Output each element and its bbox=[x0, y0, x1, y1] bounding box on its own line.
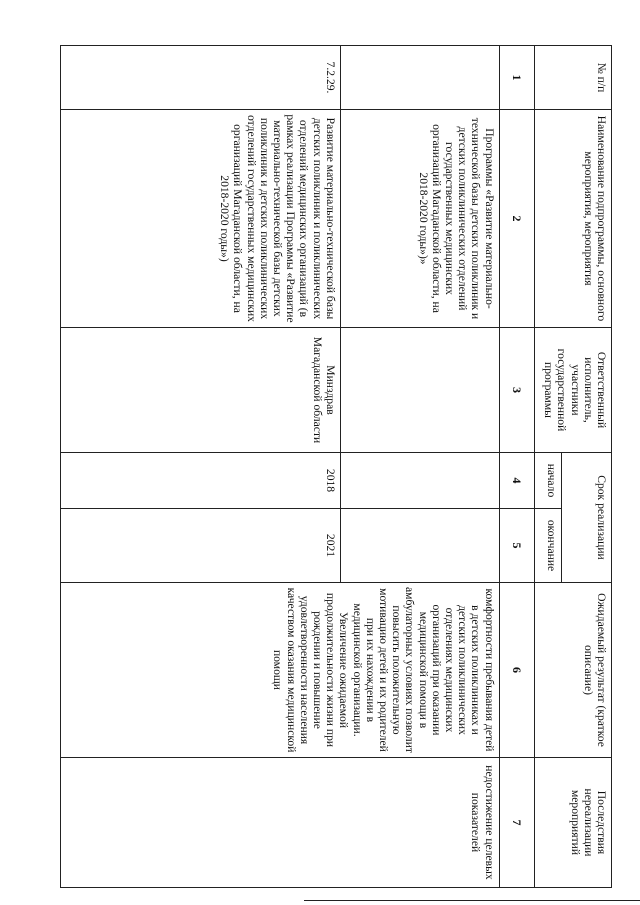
row-consequences: недостижение целевых показателей bbox=[61, 758, 500, 888]
header-end: окончание bbox=[534, 509, 562, 583]
row-executor: Минздрав Магаданской области bbox=[61, 328, 341, 453]
column-number: 6 bbox=[499, 583, 534, 758]
row-name: Программы «Развитие материально-технической базы детских поликлиник и детских поликлинических отделений государственных медицинских организаций Магаданской области, на 2018-2020 годы»)» bbox=[340, 110, 499, 328]
table-row bbox=[340, 46, 499, 888]
column-number: 1 bbox=[499, 46, 534, 110]
row-executor bbox=[340, 328, 499, 453]
header-number: № п/п bbox=[534, 46, 611, 110]
column-number: 4 bbox=[499, 453, 534, 509]
row-result: комфортности пребывания детей в детских поликлиниках и детских поликлинических отделениях медицинских организаций при оказании медицинской помощи в амбулаторных условиях позволит повысить положительную мотивацию детей и их родителей при их нахождении в медицинской организации. Увеличение ожидаемой продолжительности жизни при рождении и повышение удовлетворенности населения качеством оказания медицинской помощи bbox=[61, 583, 500, 758]
column-number: 5 bbox=[499, 509, 534, 583]
row-start: 2018 bbox=[61, 453, 341, 509]
header-consequences: Последствия нереализации мероприятий bbox=[534, 758, 611, 888]
footer-rule bbox=[304, 900, 640, 901]
row-end: 2021 bbox=[61, 509, 341, 583]
row-start bbox=[340, 453, 499, 509]
header-row bbox=[562, 46, 612, 888]
header-period: Срок реализации bbox=[562, 453, 612, 583]
column-number: 7 bbox=[499, 758, 534, 888]
column-number: 2 bbox=[499, 110, 534, 328]
header-result: Ожидаемый результат (краткое описание) bbox=[534, 583, 611, 758]
header-name: Наименование подпрограммы, основного мероприятия, мероприятия bbox=[534, 110, 611, 328]
row-number bbox=[340, 46, 499, 110]
row-number: 7.2.29. bbox=[61, 46, 341, 110]
program-measures-table bbox=[60, 45, 612, 888]
rotated-page-content bbox=[60, 45, 612, 887]
column-number: 3 bbox=[499, 328, 534, 453]
header-executor: Ответственный исполнитель, участники государственной программы bbox=[534, 328, 611, 453]
column-numbers-row bbox=[499, 46, 534, 888]
row-name: Развитие материально-технической базы детских поликлиник и поликлинических отделений медицинских организаций (в рамках реализации Программы «Развитие материально-технической базы детских поликлиник и детских поликлинических отделений государственных медицинских организаций Магаданской области, на 2018-2020 годы») bbox=[61, 110, 341, 328]
row-end bbox=[340, 509, 499, 583]
header-start: начало bbox=[534, 453, 562, 509]
